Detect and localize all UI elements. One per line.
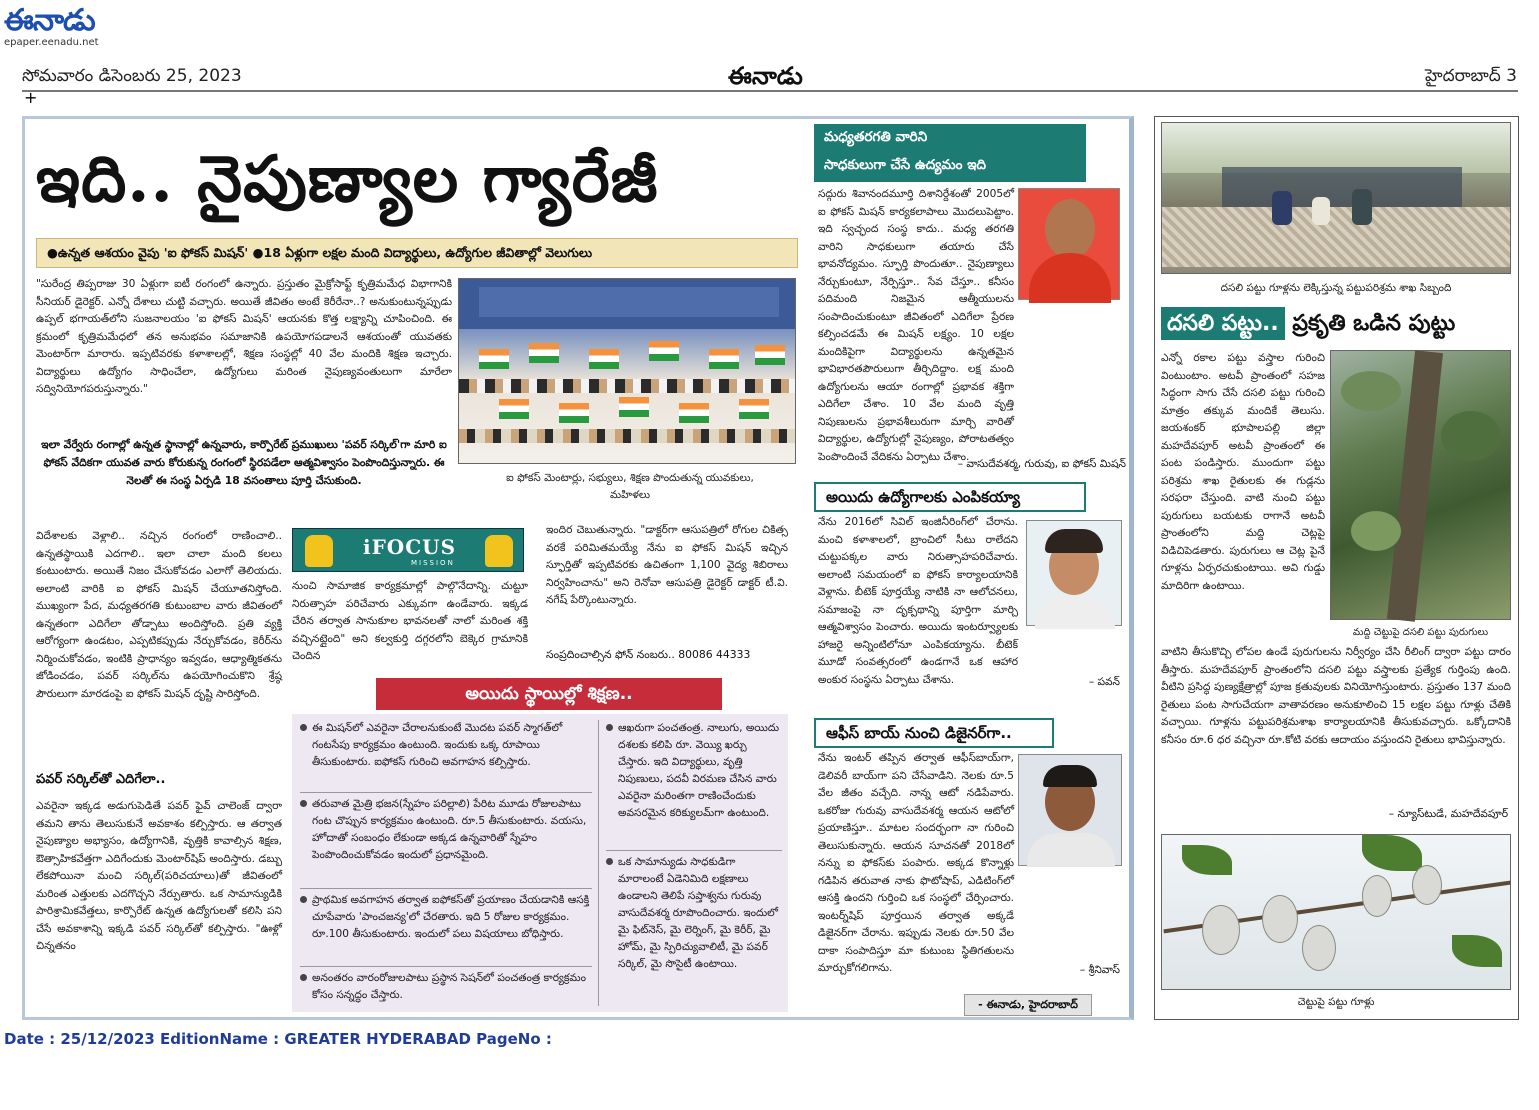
story2-text-top: నేను 2016లో సివిల్ ఇంజినీరింగ్‌లో చేరాను. మంచి కళాశాలలో, బ్రాంచిలో సీటు రాలేదని చుట్టుపక్కల వారు నిరుత్సాహపరిచేవారు. అలాంటి సమయంలో ఐ ఫోకస్ కార్యాలయానికి వెళ్లాను. బీటెక్ పూర్తయ్యే నాటికి నా ఆలోచనలు, సమాజంపై నా దృక్పథాన్ని పూర్తిగా మార్చి ఆత్మవిశ్వాసం పెంచారు. అయిదు ఇంటర్వ్యూలకు హాజరై అన్నింటిలోనూ ఎంపికయ్యాను. బీటెక్ మూడో సంవత్సరంలో ఉండగానే ఒక ఆహార అంకుర సంస్థను ఏర్పాటు చేశాను. — [818, 516, 1018, 686]
step-item: ప్రాథమిక అవగాహన తర్వాత ఐఫోకస్‌తో ప్రయాణం చేయడానికి ఆసక్తి చూపేవారు 'పాంచజన్య'లో చేరతారు. ఇది 5 రోజుల కార్యక్రమం. రూ.100 తీసుకుంటారు. ఇందులో పలు విషయాలు బోధిస్తారు. — [300, 892, 592, 964]
article-column-1b: ఎవరైనా ఇక్కడ అడుగుపెడితే పవర్ ఫైవ్ చాలెంజ్ ద్వారా తమని తాను తెలుసుకునే అవకాశం కల్పిస్తారు. ఆ తర్వాత నైపుణ్యాల అభ్యాసం, ఉద్యోగానికి, వృత్తికి కావాల్సిన శిక్షణ, ఔత్సాహికవేత్తగా ఎదిగేందుకు మెంటార్‌షిప్ అందిస్తారు. డబ్బు లేకపోయినా మంచి సర్కిల్(పరిచయాలు)తో జీవితంలో మరింత ఎత్తులకు ఎదగొచ్చని నేర్పుతారు. ఒక సామాన్యుడికి పారిశ్రామికవేత్తలు, కార్పొరేట్ ఉన్నత ఉద్యోగులతో కలిసి పని చేసే అవకాశాన్ని ఇక్కడి పవర్ సర్కిల్‌తో కల్పిస్తారు. "ఊళ్లో చిన్నతనం — [36, 800, 282, 952]
group-photo — [458, 278, 796, 464]
article-subhead: ●ఉన్నత ఆశయం వైపు 'ఐ ఫోకస్ మిషన్' ●18 ఏళ్లుగా లక్షల మంది విద్యార్థులు, ఉద్యోగుల జీవితాల్లో వెలుగులు — [36, 238, 798, 268]
silk-cocoons-on-branch-photo — [1161, 834, 1511, 990]
paper-name: ఈనాడు — [728, 62, 803, 90]
silk-photo1-caption: దసలి పట్టు గూళ్లను లెక్కిస్తున్న పట్టుపరిశ్రమ శాఖ సిబ్బంది — [1220, 282, 1452, 294]
article-column-2: నుంచి సామాజిక కార్యక్రమాల్లో పాల్గొనేదాన్ని. చుట్టూ నిరుత్సాహ పరిచేవారు ఎక్కువగా ఉండేవారు. ఇక్కడ చేరిన తర్వాత సానుకూల భావనలతో నాలో మరింత శక్తి వచ్చినట్లైంది" అని కల్వకుర్తి దగ్గరలోని బెక్కెర గ్రామానికి చెందిన — [292, 580, 528, 662]
silk-photo3-caption: చెట్టుపై పట్టు గూళ్లు — [1297, 996, 1375, 1008]
footer-edition-info: Date : 25/12/2023 EditionName : GREATER HYDERABAD PageNo : — [4, 1030, 552, 1048]
fist-icon — [305, 535, 333, 567]
contact-phone: సంప్రదించాల్సిన ఫోన్ నంబరు.. 80086 44333 — [546, 648, 751, 661]
silk-cocoon-counting-photo — [1161, 122, 1511, 274]
steps-title: అయిదు స్థాయిల్లో శిక్షణ.. — [376, 678, 722, 710]
story3-text-top: నేను ఇంటర్ తప్పిన తర్వాత ఆఫీస్‌బాయ్‌గా, డెలివరీ బాయ్‌గా పని చేసేవాడిని. నెలకు రూ.5 వేల జీతం వచ్చేది. నాన్న ఆటో నడిపేవారు. ఒకరోజు గురువు వాసుదేవశర్మ ఆయన ఆటోలో ప్రయాణిస్తూ.. మాటల సందర్భంగా నా గురించి తెలుసుకున్నారు. ఆయన సూచనతో 2018లో నన్ను ఐ ఫోకస్‌కు పంపారు. అక్కడ కొన్నాళ్లు గడిపిన తరువాత నాకు ఫొటోషాప్, ఎడిటింగ్‌లో ఆసక్తి ఉందని గుర్తించి ఒక సంస్థలో చేర్పించారు. ఇంటర్న్‌షిప్ పూర్తయిన తర్వాత అక్కడే డిజైనర్‌గా చేరాను. ఇప్పుడు నెలకు రూ.50 వేల దాకా సంపాదిస్తూ మా కుటుంబ స్థితిగతులను మార్చుకోగలిగాను. — [818, 752, 1014, 974]
masthead-rule — [22, 90, 1518, 92]
power-circle-subhead: పవర్ సర్కిల్‌తో ఎదిగేలా.. — [36, 772, 166, 787]
story1-text-top: సద్గురు శివానందమూర్తి దిశానిర్దేశంతో 2005లో ఐ ఫోకస్ మిషన్ కార్యకలాపాలు మొదలుపెట్టాం. ఇది స్వచ్ఛంద సంస్థ కాదు.. మధ్య తరగతి వారిని సాధకులుగా తయారు చేసే భావనోద్యమం. స్ఫూర్తి పొందుతూ.. నైపుణ్యాలు నేర్చుకుంటూ, నేర్పిస్తూ.. సేవ చేస్తూ.. కనీసం పదిమంది నిజమైన ఆత్మీయులను సంపాదించుకుంటూ జీవితంలో ఎదిగేలా ప్రేరణ కల్పించడమే ఈ మిషన్ లక్ష్యం. 10 లక్షల మందికిపైగా విద్యార్థులను ఉన్నతమైన భావిభారతపౌరులుగా తీర్చిదిద్దాం. లక్ష మంది ఉద్యోగులను ఆయా రంగాల్లో ప్రభావక శక్తిగా ఎదిగేలా చేశాం. 10 వేల మంది వృత్తి నిపుణులను ప్రభావశీలురుగా మార్చి వారితో విద్యార్థుల, ఉద్యోగుల్లో నైపుణ్యం, పోరాటతత్వం పెంపొందించే వేదికను ఏర్పాటు చేశాం. — [818, 188, 1014, 463]
story1-head-line2: సాధకులుగా చేసే ఉద్యమం ఇది — [814, 152, 1086, 182]
plus-icon: + — [24, 88, 38, 107]
article-lead-bold: ఇలా వేర్వేరు రంగాల్లో ఉన్నత స్థానాల్లో ఉన్నవారు, కార్పొరేట్ ప్రముఖులు 'పవర్ సర్కిల్'గా మారి ఐ ఫోకస్ వేదికగా యువత వారు కోరుకున్న రంగంలో స్థిరపడేలా ఆత్మవిశ్వాసం పెంపొందిస్తున్నారు. ఈ నెలతో ఈ సంస్థ ఏర్పడి 18 వసంతాలు పూర్తి చేసుకుంది. — [41, 438, 447, 487]
guru-photo — [1018, 188, 1120, 300]
story1-text-rest — [818, 306, 1122, 456]
story2-signoff: – పవన్ — [1088, 676, 1120, 688]
silk-photo2-caption: మద్ది చెట్టుపై దసలి పట్టు పురుగులు — [1352, 627, 1489, 638]
article-lead: "సురేంద్ర తిప్పరాజు 30 ఏళ్లుగా ఐటీ రంగంలో ఉన్నారు. ప్రస్తుతం మైక్రోసాఫ్ట్ కృత్రిమమేధ విభాగానికి సీనియర్ డైరెక్టర్. ఎన్నో దేశాలు చుట్టి వచ్చారు. అయితే జీవితం అంటే కెరీరేనా..? అనుకుంటున్నప్పుడు ఉప్పల్ భగాయత్‌లోని సుజనాలయం 'ఐ ఫోకస్ మిషన్' ఆయనకు కొత్త లక్ష్యాన్ని చూపించింది. ఈ క్రమంలో కృత్రిమమేధలో తన అనుభవం సమాజానికి ఉపయోగపడాలనే ఆశయంతో యువతకు మెంటార్‌గా మారారు. ఇప్పటివరకు కళాశాలల్లో, శిక్షణ సంస్థల్లో 40 వేల మందికి శిక్షణ ఇచ్చారు. విద్యార్థులు ఉద్యోగం సాధించేలా, ఉద్యోగులు మరింత నైపుణ్యవంతులుగా మారేలా సద్వినియోగపరుస్తున్నారు." — [36, 278, 452, 395]
fist-icon — [485, 535, 513, 567]
article-column-1: విదేశాలకు వెళ్లాలి.. నచ్చిన రంగంలో రాణించాలి.. ఉన్నతస్థాయికి ఎదగాలి.. ఇలా చాలా మంది కలలు కంటుంటారు. అయితే నిజం చేసుకోవడం ఎలాగో తెలియదు. అలాంటి వారికి ఐ ఫోకస్ మిషన్ చేయూతనిస్తోంది. ముఖ్యంగా పేద, మధ్యతరగతి కుటుంబాల వారు జీవితంలో ఉన్నతంగా ఎదిగేలా తోడ్పాటు అందిస్తోంది. ప్రతి వ్యక్తి ఆరోగ్యంగా ఉండటం, ఎప్పటికప్పుడు నేర్చుకోవడం, కెరీర్‌ను నిర్మించుకోవడం, ఇంటికి ప్రాధాన్యం ఇవ్వడం, ఆధ్యాత్మికతను జోడించడం, పవర్ సర్కిల్‌ను ఉపయోగించుకొని శ్రేష్ఠ పౌరులుగా మారడంపై ఐ ఫోకస్ మిషన్ దృష్టి సారిస్తోంది. — [36, 530, 282, 700]
step-item: అనంతరం వారంరోజులపాటు ప్రస్థాన సెషన్‌లో పంచతంత్ర కార్యక్రమం కోసం సన్నద్ధం చేస్తారు. — [300, 970, 592, 1008]
steps-box — [292, 714, 788, 1012]
silk-headline — [1161, 302, 1511, 346]
article-credit: - ఈనాడు, హైదరాబాద్ — [964, 994, 1092, 1016]
pavan-photo — [1026, 520, 1122, 626]
eenadu-logo[interactable] — [4, 4, 144, 50]
step-item: ఒక సామాన్యుడు సాధకుడిగా మారాలంటే ఏడెనిమిది లక్షణాలు ఉండాలని తెలిపే సప్తాశ్వను గురువు వాసుదేవశర్మ రూపొందించారు. ఇందులో మై ఫిట్‌నెస్, మై లెర్నింగ్, మై కెరీర్, మై హోమ్, మై స్పిరిచ్యువాలిటీ, మై పవర్ సర్కిల్, మై సొసైటీ ఉంటాయి. — [606, 854, 782, 1006]
logo-url: epaper.eenadu.net — [4, 37, 99, 48]
ifocus-sub: MISSION — [411, 559, 455, 567]
page-label: హైదరాబాద్ 3 — [1425, 66, 1517, 86]
srinivas-photo — [1018, 754, 1122, 866]
ifocus-label: iFOCUS — [363, 535, 457, 559]
story1-signoff: – వాసుదేవశర్మ, గురువు, ఐ ఫోకస్ మిషన్ — [957, 458, 1126, 470]
ifocus-logo — [292, 528, 524, 572]
logo-mark: ఈనాడు — [4, 3, 95, 38]
silk-text-top: ఎన్నో రకాల పట్టు వస్త్రాల గురించి వింటుంటాం. అటవీ ప్రాంతంలో సహజ సిద్ధంగా సాగు చేసే దసలి పట్టు గురించి మాత్రం తక్కువ మందికే తెలుసు. జయశంకర్ భూపాలపల్లి జిల్లా మహదేవపూర్ అటవీ ప్రాంతంలో ఈ పంట పండిస్తారు. ముందుగా పట్టు పరిశ్రమ శాఖ రైతులకు ఈ గుడ్లను సరఫరా చేస్తుంది. వాటి నుంచి పట్టు పురుగులు బయటకు రాగానే అటవీ ప్రాంతంలోని మద్ది చెట్లపై విడిచిపెడతారు. పురుగులు ఆ చెట్ల పైనే గూళ్లను ఏర్పరచుకుంటాయి. అవి గుడ్డు మాదిరిగా ఉంటాయి. — [1161, 352, 1325, 592]
silk-headline-a: దసలి పట్టు.. — [1161, 307, 1285, 340]
story3-signoff: – శ్రీనివాస్ — [1079, 964, 1120, 976]
silk-headline-b: ప్రకృతి ఒడిన పుట్టు — [1292, 311, 1456, 336]
tree-silkworm-photo — [1330, 350, 1511, 620]
step-item: ఈ మిషన్‌లో ఎవరైనా చేరాలనుకుంటే మొదట పవర్ స్మాగత్‌లో గంటసేపు కార్యక్రమం ఉంటుంది. ఇందుకు ఒక్క రూపాయి తీసుకుంటారు. ఐఫోకస్ గురించి అవగాహన కల్పిస్తారు. — [300, 720, 592, 788]
step-item: ఆఖరుగా పంచతంత్ర. నాలుగు, అయిదు దశలకు కలిపి రూ. వెయ్యి ఖర్చు చేస్తారు. ఇది విద్యార్థులు, వృత్తి నిపుణులు, పదవీ విరమణ చేసిన వారు ఎవరైనా మరింతగా రాణించేందుకు అవసరమైన కరిక్యులమ్‌గా ఉంటుంది. — [606, 720, 782, 846]
silk-text-bottom: వాటిని తీసుకొచ్చి లోపల ఉండే పురుగులను నిర్వీర్యం చేసి రీలింగ్ ద్వారా పట్టు దారం తీస్తారు. మహదేవపూర్ ప్రాంతంలోని దసలి పట్టు వస్త్రాలకు ప్రత్యేక గుర్తింపు ఉంది. వీటిని ప్రసిద్ధ పుణ్యక్షేత్రాల్లో పూజ క్రతువులకు వినియోగిస్తుంటారు. ప్రస్తుతం 137 మంది రైతులు పంట సాగుచేయగా వాతావరణం అనుకూలించి 15 లక్షల పట్టు గూళ్లు చేతికి వచ్చాయి. గూళ్లను పట్టుపరిశ్రమశాఖ కార్యాలయానికి తీసుకువచ్చారు. ఒక్కోదానికి కనీసం రూ.6 ధర వచ్చినా రూ.కోటి వరకు ఆదాయం వస్తుందని రైతులు భావిస్తున్నారు. — [1161, 646, 1511, 746]
group-photo-caption: ఐ ఫోకస్ మెంటార్లు, సభ్యులు, శిక్షణ పొందుతున్న యువకులు, మహిళలు — [506, 472, 754, 501]
story1-head-line1: మధ్యతరగతి వారిని — [814, 124, 1086, 152]
issue-date: సోమవారం డిసెంబరు 25, 2023 — [22, 66, 242, 86]
article-headline: ఇది.. నైపుణ్యాల గ్యారేజీ — [36, 142, 659, 217]
silk-signoff: – న్యూస్‌టుడే, మహదేవపూర్ — [1388, 808, 1508, 820]
story3-head: ఆఫీస్ బాయ్ నుంచి డిజైనర్‌గా.. — [814, 718, 1054, 748]
story2-head: అయిదు ఉద్యోగాలకు ఎంపికయ్యా — [814, 482, 1086, 512]
article-column-3: ఇందిర చెబుతున్నారు. "డాక్టర్‌గా ఆసుపత్రిలో రోగుల చికిత్స వరకే పరిమితమయ్యే నేను ఐ ఫోకస్ మిషన్ ఇచ్చిన స్ఫూర్తితో ఇప్పటివరకు ఉచితంగా 1,100 వైద్య శిబిరాలు నిర్వహించాను" అని రెనోవా ఆసుపత్రి డైరెక్టర్ డాక్టర్ టీ.వి. నగేష్ పేర్కొంటున్నారు. — [546, 524, 788, 606]
step-item: తరువాత మైత్రి భజన(స్నేహం పరిల్లాలి) పేరిట మూడు రోజులపాటు గంట చొప్పున కార్యక్రమం ఉంటుంది. రూ.5 తీసుకుంటారు. వయసు, హోదాతో సంబంధం లేకుండా అక్కడ ఉన్నవారితో స్నేహం పెంపొందించుకోవడం ఇందులో ప్రధానమైంది. — [300, 796, 592, 884]
